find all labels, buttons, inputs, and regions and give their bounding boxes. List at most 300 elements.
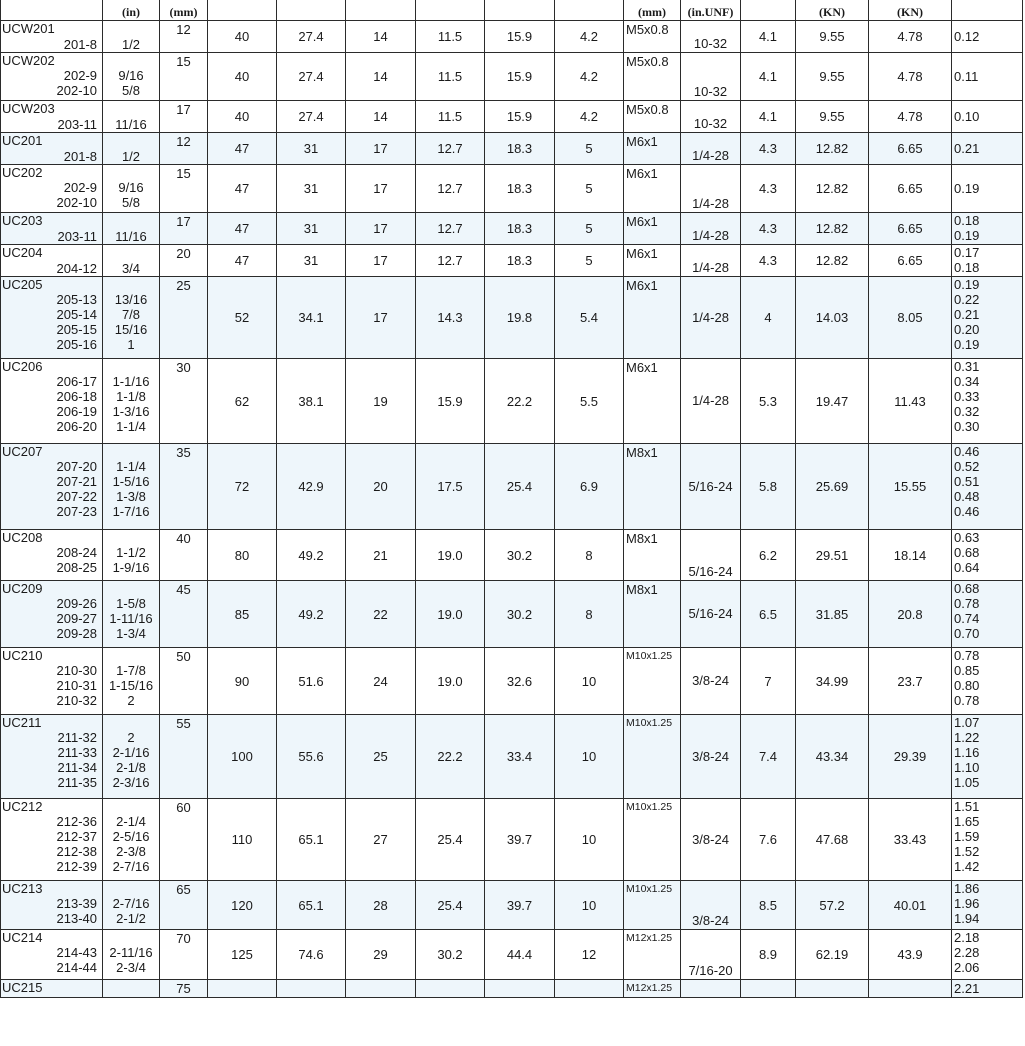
- dim-d-cell: [208, 980, 277, 998]
- dim-b-cell: 49.2: [277, 581, 346, 648]
- spec-cr-cell: 62.19: [796, 930, 869, 980]
- spec-s-cell: 4.3: [741, 213, 796, 245]
- spec-cor-cell: 4.78: [869, 101, 952, 133]
- header-cell-unit-designation: [1, 0, 103, 21]
- designation-cell: [1, 530, 103, 581]
- dim-g-cell: 5.5: [555, 359, 624, 444]
- bolt-metric-cell: M5x0.8: [624, 21, 681, 53]
- dim-d-cell: 62: [208, 359, 277, 444]
- spec-cor-cell: 29.39: [869, 715, 952, 799]
- weight-value: 0.19: [954, 228, 980, 243]
- sub-designation: 201-8: [63, 149, 97, 164]
- inch-bore: 15/16: [114, 322, 148, 337]
- dim-e-cell: 11.5: [416, 53, 485, 101]
- sub-designation: 212-38: [56, 844, 97, 859]
- weight-value: 0.48: [954, 489, 980, 504]
- weight-value: 0.20: [954, 322, 980, 337]
- dim-b-cell: 31: [277, 133, 346, 165]
- dim-d-cell: 80: [208, 530, 277, 581]
- unit-designation: UC215: [2, 980, 43, 995]
- dim-d-cell: 47: [208, 213, 277, 245]
- header-cell-G1: [485, 0, 555, 21]
- inch-bore: 1-9/16: [112, 560, 150, 575]
- weight-value: 0.19: [954, 181, 980, 196]
- weight-value: 0.31: [954, 359, 980, 374]
- spec-cor-cell: 4.78: [869, 21, 952, 53]
- bolt-unf-cell: 3/8-24: [681, 881, 741, 930]
- table-row: [1, 359, 1023, 444]
- weight-value: 0.74: [954, 611, 980, 626]
- bolt-metric-cell: M8x1: [624, 530, 681, 581]
- weight-value: 0.68: [954, 545, 980, 560]
- inch-bore-cell: [103, 359, 160, 444]
- dim-c-cell: 25: [346, 715, 416, 799]
- inch-bore: 1-1/16: [112, 374, 150, 389]
- dim-b-cell: 31: [277, 165, 346, 213]
- dim-g-cell: 10: [555, 881, 624, 930]
- table-row: [1, 715, 1023, 799]
- bore-mm-cell: 25: [160, 277, 208, 359]
- bolt-unf-cell: 10-32: [681, 101, 741, 133]
- dim-b-cell: 38.1: [277, 359, 346, 444]
- spec-cor-cell: 23.7: [869, 648, 952, 715]
- inch-bore-cell: [103, 581, 160, 648]
- spec-cor-cell: 8.05: [869, 277, 952, 359]
- inch-bore: 1-3/16: [112, 404, 150, 419]
- bolt-unf-cell: 1/4-28: [681, 165, 741, 213]
- weight-value: 0.80: [954, 678, 980, 693]
- bolt-unf-cell: 5/16-24: [681, 581, 741, 648]
- weight-cell: [952, 213, 1023, 245]
- weight-value: 0.21: [954, 307, 980, 322]
- inch-bore: 9/16: [118, 68, 144, 83]
- spec-s-cell: 7: [741, 648, 796, 715]
- dim-b-cell: 65.1: [277, 799, 346, 881]
- weight-cell: [952, 648, 1023, 715]
- weight-cell: [952, 530, 1023, 581]
- weight-value: 1.86: [954, 881, 980, 896]
- inch-bore: 13/16: [114, 292, 148, 307]
- inch-bore: 1-1/4: [116, 419, 146, 434]
- inch-bore: 2-1/2: [116, 911, 146, 926]
- dim-b-cell: 27.4: [277, 21, 346, 53]
- inch-bore: 1-7/16: [112, 504, 150, 519]
- spec-cor-cell: 6.65: [869, 165, 952, 213]
- weight-cell: [952, 930, 1023, 980]
- bore-mm-cell: 40: [160, 530, 208, 581]
- bore-mm-cell: 45: [160, 581, 208, 648]
- inch-bore-cell: [103, 715, 160, 799]
- dim-b-cell: 31: [277, 213, 346, 245]
- weight-value: 0.10: [954, 109, 980, 124]
- dim-b-cell: 51.6: [277, 648, 346, 715]
- weight-value: 1.51: [954, 799, 980, 814]
- header-cell-static-load: (KN): [869, 0, 952, 21]
- sub-designation: 205-13: [56, 292, 97, 307]
- bore-mm-cell: 15: [160, 165, 208, 213]
- unit-designation: UC205: [2, 277, 43, 292]
- weight-value: 1.59: [954, 829, 980, 844]
- spec-cr-cell: 43.34: [796, 715, 869, 799]
- header-cell-bolt-mm: (mm): [624, 0, 681, 21]
- table-row: [1, 101, 1023, 133]
- dim-g-cell: 5.4: [555, 277, 624, 359]
- inch-bore: 2-5/16: [112, 829, 150, 844]
- sub-designation: 210-31: [56, 678, 97, 693]
- dim-b-cell: 74.6: [277, 930, 346, 980]
- bolt-metric-cell: M8x1: [624, 444, 681, 530]
- table-row: [1, 444, 1023, 530]
- bolt-metric-cell: M12x1.25: [624, 980, 681, 998]
- dim-d-cell: 40: [208, 53, 277, 101]
- dim-b-cell: 55.6: [277, 715, 346, 799]
- designation-cell: [1, 444, 103, 530]
- dim-g-cell: [555, 980, 624, 998]
- dim-g1-cell: 30.2: [485, 530, 555, 581]
- sub-designation: 211-35: [57, 775, 97, 790]
- sub-designation: 213-40: [56, 911, 97, 926]
- inch-bore: 2: [127, 730, 135, 745]
- bolt-unf-cell: 1/4-28: [681, 133, 741, 165]
- unit-designation: UC202: [2, 165, 43, 180]
- dim-d-cell: 47: [208, 165, 277, 213]
- weight-cell: [952, 101, 1023, 133]
- inch-bore: 1/2: [121, 149, 141, 164]
- table-row: [1, 213, 1023, 245]
- table-row: [1, 165, 1023, 213]
- dim-c-cell: 17: [346, 213, 416, 245]
- weight-value: 2.06: [954, 960, 980, 975]
- bolt-unf-cell: 10-32: [681, 53, 741, 101]
- table-row: [1, 799, 1023, 881]
- spec-cr-cell: 31.85: [796, 581, 869, 648]
- spec-cr-cell: 25.69: [796, 444, 869, 530]
- weight-value: 2.18: [954, 930, 980, 945]
- inch-bore: 1-1/2: [116, 545, 146, 560]
- spec-cr-cell: 12.82: [796, 245, 869, 277]
- sub-designation: 205-15: [56, 322, 97, 337]
- spec-cr-cell: 12.82: [796, 165, 869, 213]
- inch-bore: 1-3/4: [116, 626, 146, 641]
- bore-mm-cell: 12: [160, 133, 208, 165]
- dim-g1-cell: 44.4: [485, 930, 555, 980]
- dim-c-cell: 22: [346, 581, 416, 648]
- designation-cell: [1, 133, 103, 165]
- header-cell-unit-mm: (mm): [160, 0, 208, 21]
- dim-b-cell: 31: [277, 245, 346, 277]
- table-row: [1, 530, 1023, 581]
- sub-designation: 205-14: [56, 307, 97, 322]
- spec-cr-cell: 19.47: [796, 359, 869, 444]
- weight-cell: [952, 799, 1023, 881]
- dim-g-cell: 12: [555, 930, 624, 980]
- spec-cor-cell: 6.65: [869, 213, 952, 245]
- unit-designation: UC209: [2, 581, 43, 596]
- weight-value: 0.19: [954, 277, 980, 292]
- spec-s-cell: 4: [741, 277, 796, 359]
- unit-designation: UC204: [2, 245, 43, 260]
- unit-designation: UC210: [2, 648, 43, 663]
- dim-e-cell: 12.7: [416, 213, 485, 245]
- inch-bore: 2: [127, 693, 135, 708]
- designation-cell: [1, 21, 103, 53]
- bore-mm-cell: 12: [160, 21, 208, 53]
- bolt-metric-cell: M10x1.25: [624, 715, 681, 799]
- bolt-metric-cell: M10x1.25: [624, 799, 681, 881]
- bolt-metric-cell: M6x1: [624, 359, 681, 444]
- sub-designation: 206-17: [56, 374, 97, 389]
- dim-g1-cell: 39.7: [485, 881, 555, 930]
- weight-value: 1.65: [954, 814, 980, 829]
- weight-value: 0.12: [954, 29, 980, 44]
- weight-value: 0.30: [954, 419, 980, 434]
- sub-designation: 206-18: [56, 389, 97, 404]
- weight-value: 1.94: [954, 911, 980, 926]
- bore-mm-cell: 75: [160, 980, 208, 998]
- spec-cor-cell: 11.43: [869, 359, 952, 444]
- dim-g1-cell: 19.8: [485, 277, 555, 359]
- header-cell-bolt-unf: (in.UNF): [681, 0, 741, 21]
- inch-bore-cell: [103, 245, 160, 277]
- inch-bore: 2-3/16: [112, 775, 150, 790]
- weight-value: 0.52: [954, 459, 980, 474]
- dim-c-cell: 14: [346, 101, 416, 133]
- spec-cor-cell: 43.9: [869, 930, 952, 980]
- weight-value: 1.10: [954, 760, 980, 775]
- dim-b-cell: 27.4: [277, 53, 346, 101]
- sub-designation: 211-34: [57, 760, 97, 775]
- dim-e-cell: 22.2: [416, 715, 485, 799]
- bolt-metric-cell: M6x1: [624, 277, 681, 359]
- bolt-unf-cell: 10-32: [681, 21, 741, 53]
- weight-value: 0.78: [954, 648, 980, 663]
- dim-d-cell: 40: [208, 101, 277, 133]
- designation-cell: [1, 213, 103, 245]
- weight-cell: [952, 980, 1023, 998]
- inch-bore: 7/8: [121, 307, 141, 322]
- table-row: [1, 133, 1023, 165]
- sub-designation: 202-9: [63, 68, 97, 83]
- dim-g1-cell: 25.4: [485, 444, 555, 530]
- unit-designation: UC213: [2, 881, 43, 896]
- dim-g-cell: 4.2: [555, 21, 624, 53]
- dim-g-cell: 5: [555, 245, 624, 277]
- spec-cor-cell: 33.43: [869, 799, 952, 881]
- dim-e-cell: 25.4: [416, 881, 485, 930]
- unit-designation: UC207: [2, 444, 43, 459]
- sub-designation: 202-9: [63, 180, 97, 195]
- dim-g1-cell: 15.9: [485, 21, 555, 53]
- sub-designation: 202-10: [56, 83, 97, 98]
- dim-e-cell: 19.0: [416, 581, 485, 648]
- spec-cr-cell: 12.82: [796, 213, 869, 245]
- table-row: [1, 277, 1023, 359]
- inch-bore: 2-3/4: [116, 960, 146, 975]
- header-cell-S: [741, 0, 796, 21]
- bore-mm-cell: 15: [160, 53, 208, 101]
- dim-g1-cell: 32.6: [485, 648, 555, 715]
- inch-bore-cell: [103, 930, 160, 980]
- spec-s-cell: 5.8: [741, 444, 796, 530]
- spec-cr-cell: 9.55: [796, 53, 869, 101]
- header-cell-G: [555, 0, 624, 21]
- dim-d-cell: 47: [208, 133, 277, 165]
- bolt-metric-cell: M10x1.25: [624, 881, 681, 930]
- dim-g1-cell: 39.7: [485, 799, 555, 881]
- dim-c-cell: 20: [346, 444, 416, 530]
- sub-designation: 205-16: [56, 337, 97, 352]
- spec-cr-cell: 9.55: [796, 21, 869, 53]
- dim-c-cell: 21: [346, 530, 416, 581]
- spec-s-cell: 7.6: [741, 799, 796, 881]
- spec-cr-cell: 9.55: [796, 101, 869, 133]
- sub-designation: 207-21: [56, 474, 97, 489]
- spec-cr-cell: [796, 980, 869, 998]
- header-cell-B: [277, 0, 346, 21]
- inch-bore-cell: [103, 21, 160, 53]
- dim-g1-cell: 18.3: [485, 245, 555, 277]
- bore-mm-cell: 50: [160, 648, 208, 715]
- header-cell-E: [416, 0, 485, 21]
- spec-cor-cell: 15.55: [869, 444, 952, 530]
- dim-d-cell: 40: [208, 21, 277, 53]
- dim-g1-cell: 33.4: [485, 715, 555, 799]
- inch-bore: 1/2: [121, 37, 141, 52]
- table-row: [1, 930, 1023, 980]
- dim-c-cell: 17: [346, 245, 416, 277]
- bolt-metric-cell: M12x1.25: [624, 930, 681, 980]
- weight-value: 2.28: [954, 945, 980, 960]
- dim-b-cell: 42.9: [277, 444, 346, 530]
- unit-designation: UC214: [2, 930, 43, 945]
- weight-value: 0.64: [954, 560, 980, 575]
- dim-c-cell: 27: [346, 799, 416, 881]
- bolt-metric-cell: M10x1.25: [624, 648, 681, 715]
- spec-cor-cell: 40.01: [869, 881, 952, 930]
- weight-cell: [952, 881, 1023, 930]
- inch-bore: 2-1/16: [112, 745, 150, 760]
- weight-value: 0.78: [954, 693, 980, 708]
- dim-b-cell: 34.1: [277, 277, 346, 359]
- dim-g1-cell: 30.2: [485, 581, 555, 648]
- unit-designation: UC203: [2, 213, 43, 228]
- inch-bore-cell: [103, 648, 160, 715]
- table-row: [1, 21, 1023, 53]
- dim-d-cell: 72: [208, 444, 277, 530]
- sub-designation: 208-25: [56, 560, 97, 575]
- bolt-metric-cell: M6x1: [624, 165, 681, 213]
- weight-value: 0.18: [954, 213, 980, 228]
- dim-g-cell: 5: [555, 213, 624, 245]
- dim-g-cell: 5: [555, 165, 624, 213]
- unit-designation: UC201: [2, 133, 43, 148]
- weight-value: 2.21: [954, 981, 980, 996]
- spec-s-cell: 4.1: [741, 53, 796, 101]
- bore-mm-cell: 30: [160, 359, 208, 444]
- inch-bore-cell: [103, 444, 160, 530]
- sub-designation: 207-22: [56, 489, 97, 504]
- inch-bore: 3/4: [121, 261, 141, 276]
- dim-b-cell: 27.4: [277, 101, 346, 133]
- dim-d-cell: 110: [208, 799, 277, 881]
- spec-cr-cell: 29.51: [796, 530, 869, 581]
- dim-c-cell: 28: [346, 881, 416, 930]
- weight-cell: [952, 53, 1023, 101]
- inch-bore-cell: [103, 133, 160, 165]
- weight-value: 0.70: [954, 626, 980, 641]
- dim-c-cell: 19: [346, 359, 416, 444]
- weight-value: 0.68: [954, 581, 980, 596]
- bolt-unf-cell: 5/16-24: [681, 530, 741, 581]
- inch-bore: 9/16: [118, 180, 144, 195]
- table-row: [1, 648, 1023, 715]
- designation-cell: [1, 165, 103, 213]
- sub-designation: 214-43: [56, 945, 97, 960]
- unit-designation: UC206: [2, 359, 43, 374]
- dim-g1-cell: 18.3: [485, 165, 555, 213]
- bolt-unf-cell: 3/8-24: [681, 648, 741, 715]
- bore-mm-cell: 35: [160, 444, 208, 530]
- spec-cr-cell: 12.82: [796, 133, 869, 165]
- inch-bore-cell: [103, 53, 160, 101]
- inch-bore: 1-11/16: [109, 611, 153, 626]
- designation-cell: [1, 581, 103, 648]
- dim-b-cell: 65.1: [277, 881, 346, 930]
- unit-designation: UC208: [2, 530, 43, 545]
- inch-bore: 11/16: [115, 117, 147, 132]
- table-row: [1, 245, 1023, 277]
- weight-cell: [952, 245, 1023, 277]
- bore-mm-cell: 55: [160, 715, 208, 799]
- inch-bore: 1-5/8: [116, 596, 146, 611]
- sub-designation: 208-24: [56, 545, 97, 560]
- unit-designation: UCW201: [2, 21, 55, 36]
- unit-designation: UC212: [2, 799, 43, 814]
- dim-d-cell: 90: [208, 648, 277, 715]
- inch-bore: 1-3/8: [116, 489, 146, 504]
- header-cell-dynamic-load: (KN): [796, 0, 869, 21]
- dim-g-cell: 8: [555, 581, 624, 648]
- weight-cell: [952, 359, 1023, 444]
- table-row: [1, 980, 1023, 998]
- weight-value: 0.34: [954, 374, 980, 389]
- dim-c-cell: [346, 980, 416, 998]
- weight-value: 0.32: [954, 404, 980, 419]
- bore-mm-cell: 17: [160, 101, 208, 133]
- sub-designation: 207-20: [56, 459, 97, 474]
- bolt-unf-cell: [681, 980, 741, 998]
- sub-designation: 212-37: [56, 829, 97, 844]
- weight-value: 1.07: [954, 715, 980, 730]
- sub-designation: 211-33: [57, 745, 97, 760]
- sub-designation: 212-36: [56, 814, 97, 829]
- sub-designation: 207-23: [56, 504, 97, 519]
- sub-designation: 203-11: [57, 117, 97, 132]
- inch-bore-cell: [103, 799, 160, 881]
- spec-cr-cell: 47.68: [796, 799, 869, 881]
- inch-bore-cell: [103, 277, 160, 359]
- bore-mm-cell: 17: [160, 213, 208, 245]
- dim-d-cell: 120: [208, 881, 277, 930]
- dim-e-cell: 30.2: [416, 930, 485, 980]
- spec-s-cell: 4.3: [741, 245, 796, 277]
- sub-designation: 211-32: [57, 730, 97, 745]
- weight-value: 0.46: [954, 504, 980, 519]
- weight-value: 0.11: [954, 69, 979, 84]
- bore-mm-cell: 60: [160, 799, 208, 881]
- designation-cell: [1, 980, 103, 998]
- table-row: [1, 581, 1023, 648]
